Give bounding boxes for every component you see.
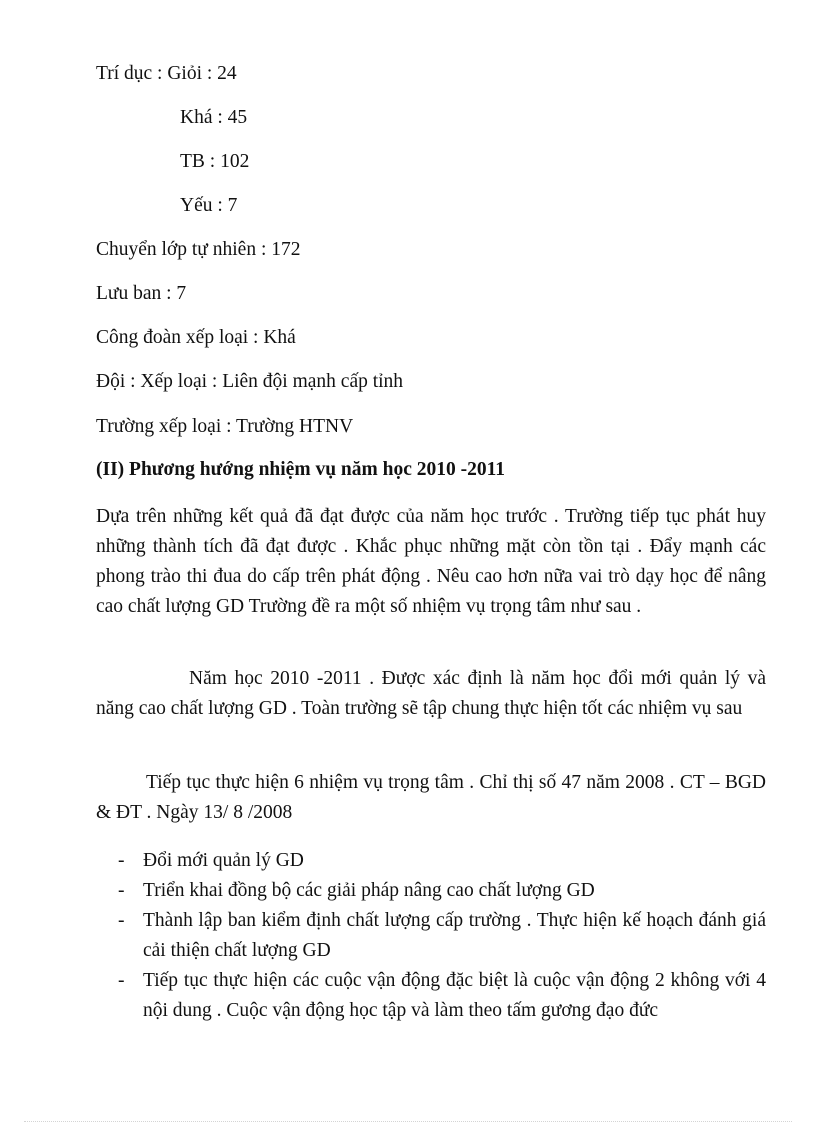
paragraph-school-year-text: Năm học 2010 -2011 . Được xác định là năm học đổi mới quản lý và năng cao chất lượng GD . Toàn trường sẽ tập chung thực hiện tốt các nhiệm vụ sau <box>96 668 766 719</box>
list-item-text: Thành lập ban kiểm định chất lượng cấp trường . Thực hiện kế hoạch đánh giá cải thiện chất lượng GD <box>143 910 766 961</box>
paragraph-results <box>96 502 766 622</box>
bullet-dash: - <box>118 880 125 901</box>
list-item <box>118 846 766 876</box>
cong-doan-line: Công đoàn xếp loại : Khá <box>96 327 296 348</box>
bullet-dash: - <box>118 970 125 991</box>
truong-line: Trường xếp loại : Trường HTNV <box>96 416 354 437</box>
luu-ban-line: Lưu ban : 7 <box>96 283 187 304</box>
chuyen-lop-line: Chuyển lớp tự nhiên : 172 <box>96 239 301 260</box>
tri-duc-gioi-line: Trí dục : Giỏi : 24 <box>96 63 237 84</box>
list-item <box>118 906 766 966</box>
section-heading: (II) Phương hướng nhiệm vụ năm học 2010 -2011 <box>96 459 506 480</box>
list-item-text: Tiếp tục thực hiện các cuộc vận động đặc biệt là cuộc vận động 2 không với 4 nội dung . Cuộc vận động học tập và làm theo tấm gương đạo đức <box>143 970 766 1021</box>
list-item-text: Triển khai đồng bộ các giải pháp nâng cao chất lượng GD <box>143 880 595 901</box>
kha-line: Khá : 45 <box>180 107 248 128</box>
list-item <box>118 966 766 1026</box>
task-list <box>118 846 766 1026</box>
tb-line: TB : 102 <box>180 151 250 172</box>
list-item-text: Đổi mới quản lý GD <box>143 850 304 871</box>
bullet-dash: - <box>118 910 125 931</box>
paragraph-directive-text: Tiếp tục thực hiện 6 nhiệm vụ trọng tâm . Chỉ thị số 47 năm 2008 . CT – BGD & ĐT . Ngày 13/ 8 /2008 <box>96 772 766 823</box>
bullet-dash: - <box>118 850 125 871</box>
doi-line: Đội : Xếp loại : Liên đội mạnh cấp tỉnh <box>96 371 404 392</box>
paragraph-school-year <box>96 664 766 724</box>
yeu-line: Yếu : 7 <box>180 195 238 216</box>
page-bottom-rule <box>24 1121 792 1122</box>
paragraph-directive <box>96 768 766 828</box>
paragraph-results-text: Dựa trên những kết quả đã đạt được của năm học trước . Trường tiếp tục phát huy những thành tích đã đạt được . Khắc phục những mặt còn tồn tại . Đẩy mạnh các phong trào thi đua do cấp trên phát động . Nêu cao hơn nữa vai trò dạy học để nâng cao chất lượng GD Trường đề ra một số nhiệm vụ trọng tâm như sau . <box>96 506 766 617</box>
list-item <box>118 876 766 906</box>
